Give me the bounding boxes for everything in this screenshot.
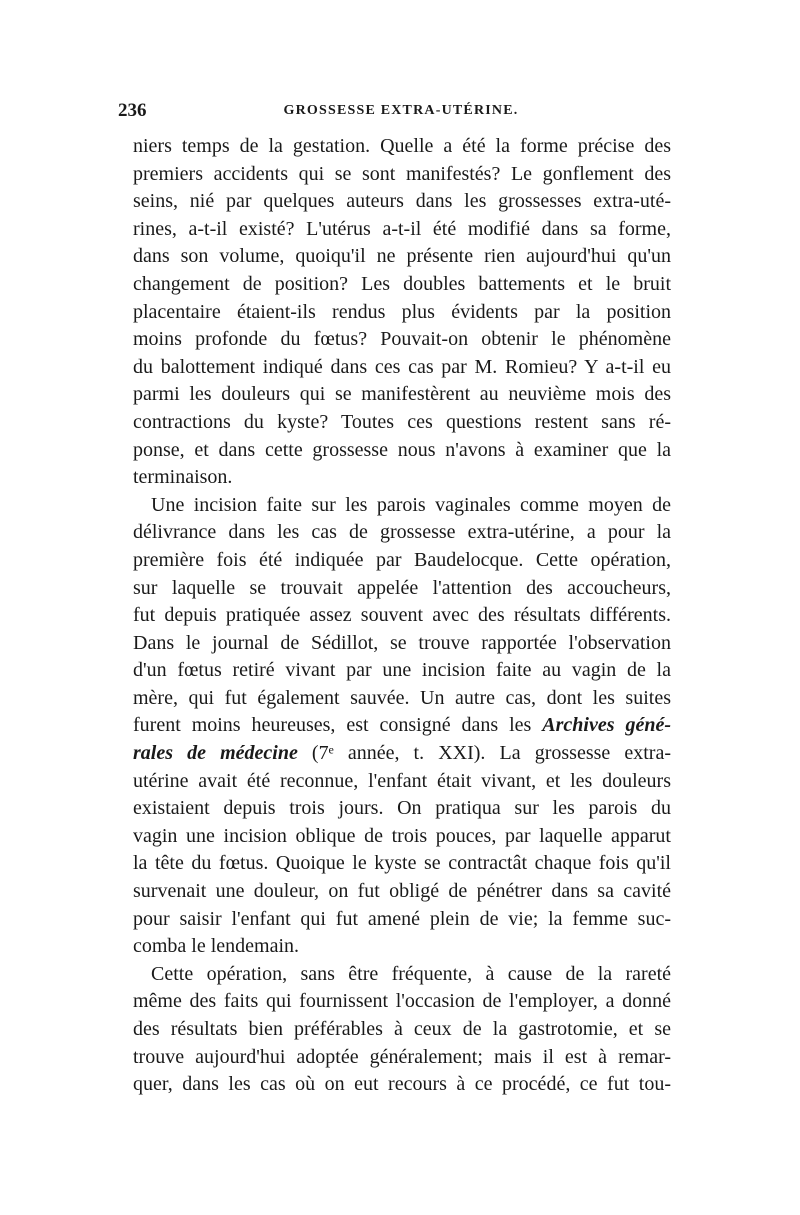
- line-text: utérine avait été reconnue, l'enfant était vivant, et les douleurs: [133, 769, 671, 792]
- text-line: [133, 712, 671, 740]
- text-line: [133, 271, 671, 299]
- line-text: première fois été indiquée par Baudelocque. Cette opération,: [133, 548, 671, 571]
- text-line: [133, 685, 671, 713]
- line-text: premiers accidents qui se sont manifestés? Le gonflement des: [133, 162, 671, 185]
- line-text: même des faits qui fournissent l'occasion de l'employer, a donné: [133, 990, 671, 1013]
- text-line: [133, 906, 671, 934]
- text-line: [133, 933, 671, 961]
- text-line: [133, 575, 671, 603]
- line-text: parmi les douleurs qui se manifestèrent au neuvième mois des: [133, 383, 671, 406]
- text-line: [133, 409, 671, 437]
- running-title: GROSSESSE EXTRA-UTÉRINE.: [283, 103, 519, 118]
- text-line: [133, 381, 671, 409]
- text-line: [133, 326, 671, 354]
- text-line: [133, 630, 671, 658]
- running-head: [118, 100, 684, 124]
- line-text: ponse, et dans cette grossesse nous n'avons à examiner que la: [133, 438, 671, 461]
- line-text: mère, qui fut également sauvée. Un autre cas, dont les suites: [133, 686, 671, 709]
- text-line: [133, 1016, 671, 1044]
- line-text: terminaison.: [133, 466, 233, 489]
- text-line: [133, 437, 671, 465]
- text-line: [133, 1071, 671, 1099]
- line-text: Cette opération, sans être fréquente, à cause de la rareté: [151, 962, 671, 985]
- text-line: [133, 740, 671, 768]
- text-line: [133, 961, 671, 989]
- line-text: (7ᵉ année, t. XXI). La grossesse extra-: [297, 742, 671, 765]
- line-text: vagin une incision oblique de trois pouces, par laquelle apparut: [133, 824, 671, 847]
- text-line: [133, 161, 671, 189]
- body-text: [133, 133, 671, 1099]
- line-text: furent moins heureuses, est consigné dans les: [133, 714, 532, 737]
- line-text: délivrance dans les cas de grossesse extra-utérine, a pour la: [133, 521, 671, 544]
- line-text: du balottement indiqué dans ces cas par M. Romieu? Y a-t-il eu: [133, 355, 671, 378]
- text-line: [133, 1044, 671, 1072]
- line-text: trouve aujourd'hui adoptée généralement; mais il est à remar-: [133, 1045, 671, 1068]
- line-text: d'un fœtus retiré vivant par une incision faite au vagin de la: [133, 659, 671, 682]
- text-line: [133, 464, 671, 492]
- line-text: placentaire étaient-ils rendus plus évidents par la position: [133, 300, 671, 323]
- line-text: dans son volume, quoiqu'il ne présente rien aujourd'hui qu'un: [133, 245, 671, 268]
- line-text: comba le lendemain.: [133, 935, 300, 958]
- line-text: moins profonde du fœtus? Pouvait-on obtenir le phénomène: [133, 328, 671, 351]
- line-text: la tête du fœtus. Quoique le kyste se contractât chaque fois qu'il: [133, 852, 671, 875]
- line-text: fut depuis pratiquée assez souvent avec des résultats différents.: [133, 604, 671, 627]
- text-line: [133, 492, 671, 520]
- line-text: quer, dans les cas où on eut recours à ce procédé, ce fut tou-: [133, 1073, 671, 1096]
- text-line: [133, 354, 671, 382]
- text-line: [133, 188, 671, 216]
- text-line: [133, 216, 671, 244]
- line-text: pour saisir l'enfant qui fut amené plein de vie; la femme suc-: [133, 907, 671, 930]
- text-line: [133, 133, 671, 161]
- line-text: niers temps de la gestation. Quelle a été la forme précise des: [133, 135, 671, 157]
- line-text: sur laquelle se trouvait appelée l'attention des accoucheurs,: [133, 576, 671, 599]
- text-line: [133, 988, 671, 1016]
- line-text: Une incision faite sur les parois vaginales comme moyen de: [151, 493, 671, 516]
- text-line: [133, 519, 671, 547]
- line-text: changement de position? Les doubles battements et le bruit: [133, 272, 671, 295]
- italic-title: rales de médecine: [133, 742, 298, 765]
- italic-title: Archives géné-: [542, 714, 671, 737]
- text-line: [133, 795, 671, 823]
- text-line: [133, 878, 671, 906]
- text-line: [133, 602, 671, 630]
- line-text: seins, nié par quelques auteurs dans les grossesses extra-uté-: [133, 190, 671, 213]
- text-line: [133, 299, 671, 327]
- line-text: Dans le journal de Sédillot, se trouve rapportée l'observation: [133, 631, 671, 654]
- text-line: [133, 657, 671, 685]
- text-line: [133, 823, 671, 851]
- line-text: rines, a-t-il existé? L'utérus a-t-il été modifié dans sa forme,: [133, 217, 671, 240]
- text-line: [133, 547, 671, 575]
- text-line: [133, 768, 671, 796]
- text-line: [133, 850, 671, 878]
- text-line: [133, 243, 671, 271]
- page-number: 236: [118, 100, 147, 121]
- line-text: survenait une douleur, on fut obligé de pénétrer dans sa cavité: [133, 880, 671, 903]
- line-text: existaient depuis trois jours. On pratiqua sur les parois du: [133, 797, 671, 820]
- line-text: contractions du kyste? Toutes ces questions restent sans ré-: [133, 410, 671, 433]
- line-text: des résultats bien préférables à ceux de la gastrotomie, et se: [133, 1018, 671, 1040]
